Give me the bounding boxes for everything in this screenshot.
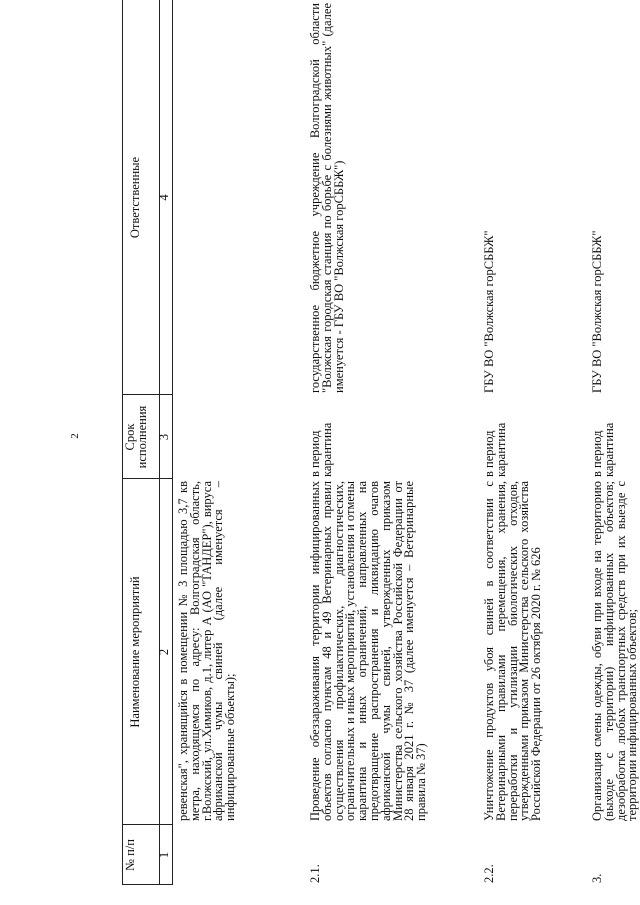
header-number-4: 4 bbox=[157, 194, 171, 201]
row-2-2-term: в период карантина bbox=[482, 422, 508, 477]
row-2-1-name: Проведение обеззараживания территории инфицированных объектов согласно пунктам 48 и 49 Ветеринарных правил осуществления профилактических, диагностических, ограничительных и иных мероприятий, установления и отмены карантина и иных ограничений, направленных на предотвращение распространения и ликвидацию очагов африканской чумы свиней, утвержденных приказом Министерства сельского хозяйства Российской Федерации от 28 января 2021 г. № 37 (далее именуется – Ветеринарные правила № 37) bbox=[308, 481, 429, 821]
header-responsible: Ответственные bbox=[128, 156, 142, 239]
col-border-2 bbox=[122, 824, 172, 825]
header-term: Срок исполнения bbox=[123, 405, 149, 469]
header-num: № п/п bbox=[123, 839, 137, 871]
header-numbers-divider bbox=[172, 0, 173, 885]
col-border-3 bbox=[122, 478, 172, 479]
row-2-1-responsible: государственное бюджетное учреждение Волгоградской области "Волжская городская станция по борьбе с болезнями животных" (далее именуется - ГБУ ВО "Волжская горСББЖ") bbox=[308, 3, 346, 393]
document-table bbox=[92, 0, 640, 905]
row-2-2-number: 2.2. bbox=[482, 864, 496, 883]
row-2-1-number: 2.1. bbox=[308, 864, 322, 883]
row-3-term: в период карантина bbox=[590, 422, 616, 477]
row-2-1-term: в период карантина bbox=[308, 422, 334, 477]
row-3-number: 3. bbox=[590, 873, 604, 883]
row-2-2-name: Уничтожение продуктов убоя свиней в соответствии с Ветеринарными правилами перемещения, хранения, переработки и утилизации биологических отходов, утвержденными приказом Министерства сельского хозяйства Российской Федерации от 26 октября 2020 г. № 626 bbox=[482, 481, 544, 821]
row-3-responsible: ГБУ ВО "Волжская горСББЖ" bbox=[590, 230, 604, 393]
col-border-4 bbox=[122, 394, 172, 395]
row-continuation-name: ревенская", хранящийся в помещении № 3 площадью 3,7 кв метра, находящемся по адресу: Волгоградская область, г.Волжский, ул.Химиков, д.1, литер А (АО "ТАНДЕР"), вируса африканской чумы свиней (далее именуется – инфицированные объекты); bbox=[176, 481, 238, 821]
header-number-2: 2 bbox=[157, 648, 171, 656]
row-2-2-responsible: ГБУ ВО "Волжская горСББЖ" bbox=[482, 230, 496, 393]
header-number-1: 1 bbox=[157, 851, 171, 859]
header-name: Наименование мероприятий bbox=[128, 576, 142, 728]
row-3-name: Организация смены одежды, обуви при входе на территорию (выходе с территории) инфицированных объектов; дезобработка любых транспортных средств при их выезде с территории инфицированных объектов; bbox=[590, 481, 640, 821]
header-number-3: 3 bbox=[157, 433, 171, 441]
col-border-1 bbox=[122, 884, 172, 885]
page-number: 2 bbox=[68, 433, 81, 439]
